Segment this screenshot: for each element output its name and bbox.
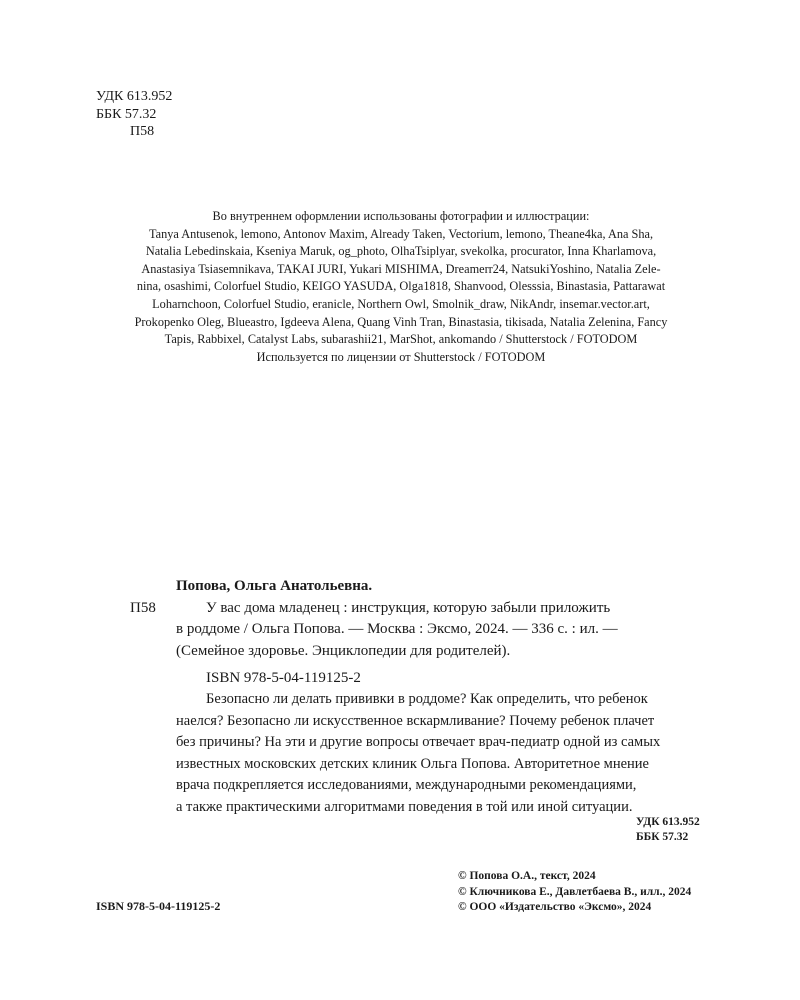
catalog-description-line: в роддоме / Ольга Попова. — Москва : Эксмо, 2024. — 336 с. : ил. — — [176, 621, 618, 637]
credits-line: nina, osashimi, Colorfuel Studio, KEIGO YASUDA, Olga1818, Shanvood, Olesssia, Binastasia, Pattarawat — [136, 279, 666, 294]
credits-line: Prokopenko Oleg, Blueastro, Igdeeva Alena, Quang Vinh Tran, Binastasia, tikisada, Natalia Zelenina, Fancy — [134, 314, 668, 329]
bbk-code-bottom: ББК 57.32 — [636, 831, 689, 843]
annotation-line: Безопасно ли делать прививки в роддоме? Как определить, что ребенок — [206, 691, 648, 707]
bbk-code: ББК 57.32 — [96, 106, 157, 122]
credits-line: Tanya Antusenok, lemono, Antonov Maxim, Already Taken, Vectorium, lemono, Theane4ka, Ana Sha, — [148, 226, 654, 241]
credits-line: Anastasiya Tsiasemnikava, TAKAI JURI, Yukari MISHIMA, Dreamerr24, NatsukiYoshino, Natalia Zele- — [141, 261, 661, 276]
annotation-line: наелся? Безопасно ли искусственное вскармливание? Почему ребенок плачет — [176, 712, 655, 729]
catalog-description-row — [130, 598, 710, 620]
catalog-description-line: У вас дома младенец : инструкция, которую забыли приложить — [206, 599, 611, 616]
classification-bottom — [636, 815, 700, 845]
book-annotation — [176, 689, 708, 819]
catalog-description-line: (Семейное здоровье. Энциклопедии для родителей). — [176, 642, 511, 659]
credits-line: Natalia Lebedinskaia, Kseniya Maruk, og_photo, OlhaTsiplyar, svekolka, procurator, Inna Kharlamova, — [145, 244, 657, 259]
credits-line: Во внутреннем оформлении использованы фотографии и иллюстрации: — [212, 209, 590, 223]
annotation-line: врача подкрепляется исследованиями, международными рекомендациями, — [176, 777, 637, 794]
catalog-author: Попова, Ольга Анатольевна. — [176, 578, 373, 594]
copyright-line: © Ключникова Е., Давлетбаева В., илл., 2024 — [458, 885, 692, 898]
udk-code: УДК 613.952 — [96, 89, 173, 104]
annotation-line: а также практическими алгоритмами поведения в той или иной ситуации. — [176, 798, 633, 815]
annotation-line: без причины? На эти и другие вопросы отвечает врач-педиатр одной из самых — [176, 734, 661, 751]
credits-line: Используется по лицензии от Shutterstock / FOTODOM — [256, 349, 546, 364]
annotation-line: известных московских детских клиник Ольга Попова. Авторитетное мнение — [176, 755, 649, 772]
catalog-isbn: ISBN 978-5-04-119125-2 — [206, 670, 361, 686]
classification-top — [96, 88, 172, 141]
copyright-block — [458, 869, 691, 916]
illustration-credits — [96, 208, 706, 366]
credits-line: Loharnchoon, Colorfuel Studio, eranicle, Northern Owl, Smolnik_draw, NikAndr, insemar.vector.art, — [152, 296, 650, 311]
copyright-line: © ООО «Издательство «Эксмо», 2024 — [458, 901, 652, 913]
catalog-author-mark: П58 — [130, 599, 156, 616]
copyright-line: © Попова О.А., текст, 2024 — [458, 870, 596, 882]
author-mark: П58 — [130, 124, 155, 139]
footer-isbn: ISBN 978-5-04-119125-2 — [96, 899, 221, 913]
catalog-entry — [130, 576, 710, 690]
credits-line: Tapis, Rabbixel, Catalyst Labs, subarashii21, MarShot, ankomando / Shutterstock / FOTODOM — [164, 332, 638, 347]
udk-code-bottom: УДК 613.952 — [636, 816, 700, 828]
